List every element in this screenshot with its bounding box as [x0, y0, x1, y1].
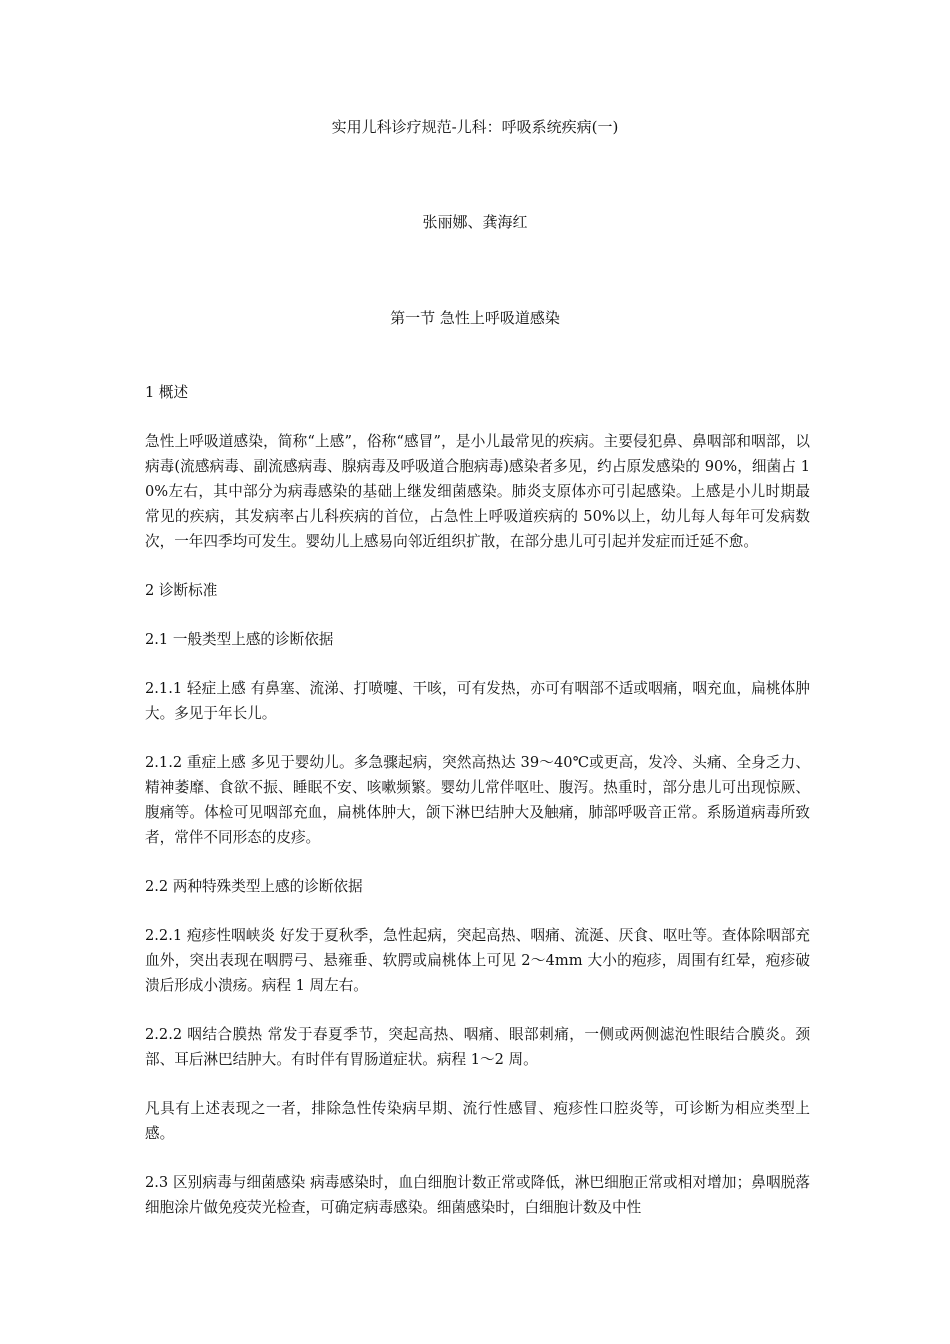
heading-general-type: 2.1 一般类型上感的诊断依据 — [145, 631, 334, 648]
heading-diagnosis-criteria: 2 诊断标准 — [145, 582, 218, 599]
section-title: 第一节 急性上呼吸道感染 — [390, 309, 560, 327]
paragraph-pharyngoconjunctival-fever: 2.2.2 咽结合膜热 常发于春夏季节，突起高热、咽痛、眼部刺痛，一侧或两侧滤泡性眼结合膜炎。颈部、耳后淋巴结肿大。有时伴有胃肠道症状。病程 1～2 周。 — [145, 1026, 810, 1068]
document-body — [145, 380, 810, 1244]
paragraph-overview: 急性上呼吸道感染，简称“上感”，俗称“感冒”，是小儿最常见的疾病。主要侵犯鼻、鼻咽部和咽部，以病毒(流感病毒、副流感病毒、腺病毒及呼吸道合胞病毒)感染者多见，约占原发感染的 90%，细菌占 10%左右，其中部分为病毒感染的基础上继发细菌感染。肺炎支原体亦可引起感染。上感是小儿时期最常见的疾病，其发病率占儿科疾病的首位，占急性上呼吸道疾病的 50%以上，幼儿每人每年可发病数次，一年四季均可发生。婴幼儿上感易向邻近组织扩散，在部分患儿可引起并发症而迁延不愈。 — [145, 433, 810, 550]
paragraph-herpangina: 2.2.1 疱疹性咽峡炎 好发于夏秋季，急性起病，突起高热、咽痛、流涎、厌食、呕吐等。查体除咽部充血外，突出表现在咽腭弓、悬雍垂、软腭或扁桃体上可见 2～4mm 大小的疱疹，周围有红晕，疱疹破溃后形成小溃疡。病程 1 周左右。 — [145, 927, 810, 994]
document-authors: 张丽娜、龚海红 — [422, 213, 528, 231]
heading-special-types: 2.2 两种特殊类型上感的诊断依据 — [145, 878, 363, 895]
paragraph-diagnosis-note: 凡具有上述表现之一者，排除急性传染病早期、流行性感冒、疱疹性口腔炎等，可诊断为相应类型上感。 — [145, 1100, 810, 1142]
paragraph-mild-uri: 2.1.1 轻症上感 有鼻塞、流涕、打喷嚏、干咳，可有发热，亦可有咽部不适或咽痛，咽充血，扁桃体肿大。多见于年长儿。 — [145, 680, 810, 722]
heading-overview: 1 概述 — [145, 384, 189, 401]
document-title: 实用儿科诊疗规范-儿科：呼吸系统疾病(一) — [331, 118, 619, 136]
paragraph-severe-uri: 2.1.2 重症上感 多见于婴幼儿。多急骤起病，突然高热达 39～40℃或更高，发冷、头痛、全身乏力、精神萎靡、食欲不振、睡眠不安、咳嗽频繁。婴幼儿常伴呕吐、腹泻。热重时，部分患儿可出现惊厥、腹痛等。体检可见咽部充血，扁桃体肿大，颌下淋巴结肿大及触痛，肺部呼吸音正常。系肠道病毒所致者，常伴不同形态的皮疹。 — [145, 754, 810, 846]
paragraph-viral-vs-bacterial: 2.3 区别病毒与细菌感染 病毒感染时，血白细胞计数正常或降低，淋巴细胞正常或相对增加；鼻咽脱落细胞涂片做免疫荧光检查，可确定病毒感染。细菌感染时，白细胞计数及中性 — [145, 1174, 810, 1216]
